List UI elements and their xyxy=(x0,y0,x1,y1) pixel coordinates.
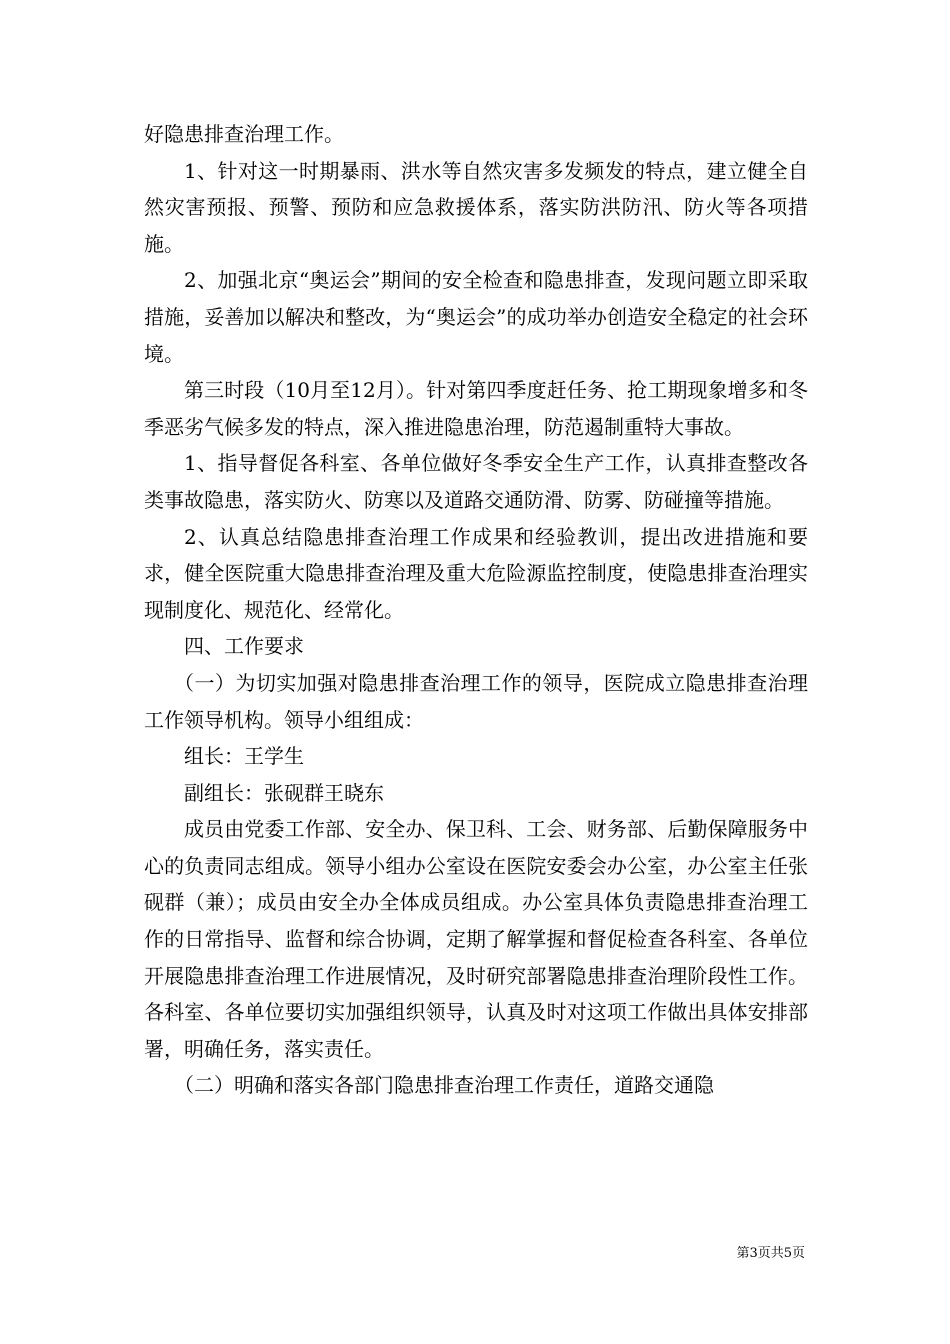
paragraph-period2-item2: 2、加强北京“奥运会”期间的安全检查和隐患排查，发现问题立即采取措施，妥善加以解决和整改，为“奥运会”的成功举办创造安全稳定的社会环境。 xyxy=(144,268,808,366)
paragraph-continuation: 好隐患排查治理工作。 xyxy=(144,122,344,146)
paragraph-members: 成员由党委工作部、安全办、保卫科、工会、财务部、后勤保障服务中心的负责同志组成。领导小组办公室设在医院安委会办公室，办公室主任张砚群（兼）；成员由安全办全体成员组成。办公室具体负责隐患排查治理工作的日常指导、监督和综合协调，定期了解掌握和督促检查各科室、各单位开展隐患排查治理工作进展情况，及时研究部署隐患排查治理阶段性工作。各科室、各单位要切实加强组织领导，认真及时对这项工作做出具体安排部署，明确任务，落实责任。 xyxy=(144,817,808,1061)
document-body xyxy=(144,116,808,1104)
paragraph-period3-item1: 1、指导督促各科室、各单位做好冬季安全生产工作，认真排查整改各类事故隐患，落实防火、防寒以及道路交通防滑、防雾、防碰撞等措施。 xyxy=(144,451,808,512)
paragraph-period2-item1: 1、针对这一时期暴雨、洪水等自然灾害多发频发的特点，建立健全自然灾害预报、预警、预防和应急救援体系，落实防洪防汛、防火等各项措施。 xyxy=(144,158,808,256)
paragraph-period3-item2: 2、认真总结隐患排查治理工作成果和经验教训，提出改进措施和要求，健全医院重大隐患排查治理及重大危险源监控制度，使隐患排查治理实现制度化、规范化、经常化。 xyxy=(144,524,808,622)
paragraph-requirement-2: （二）明确和落实各部门隐患排查治理工作责任，道路交通隐 xyxy=(174,1073,714,1098)
paragraph-period3-intro: 第三时段（10月至12月）。针对第四季度赶任务、抢工期现象增多和冬季恶劣气候多发的特点，深入推进隐患治理，防范遏制重特大事故。 xyxy=(144,378,808,439)
page-number-footer: 第3页共5页 xyxy=(736,1246,805,1261)
paragraph-group-leader: 组长：王学生 xyxy=(184,744,304,769)
section-heading-work-requirements: 四、工作要求 xyxy=(184,634,304,659)
paragraph-requirement-1: （一）为切实加强对隐患排查治理工作的领导，医院成立隐患排查治理工作领导机构。领导小组组成： xyxy=(144,670,808,732)
paragraph-deputy-leader: 副组长：张砚群王晓东 xyxy=(184,780,384,805)
